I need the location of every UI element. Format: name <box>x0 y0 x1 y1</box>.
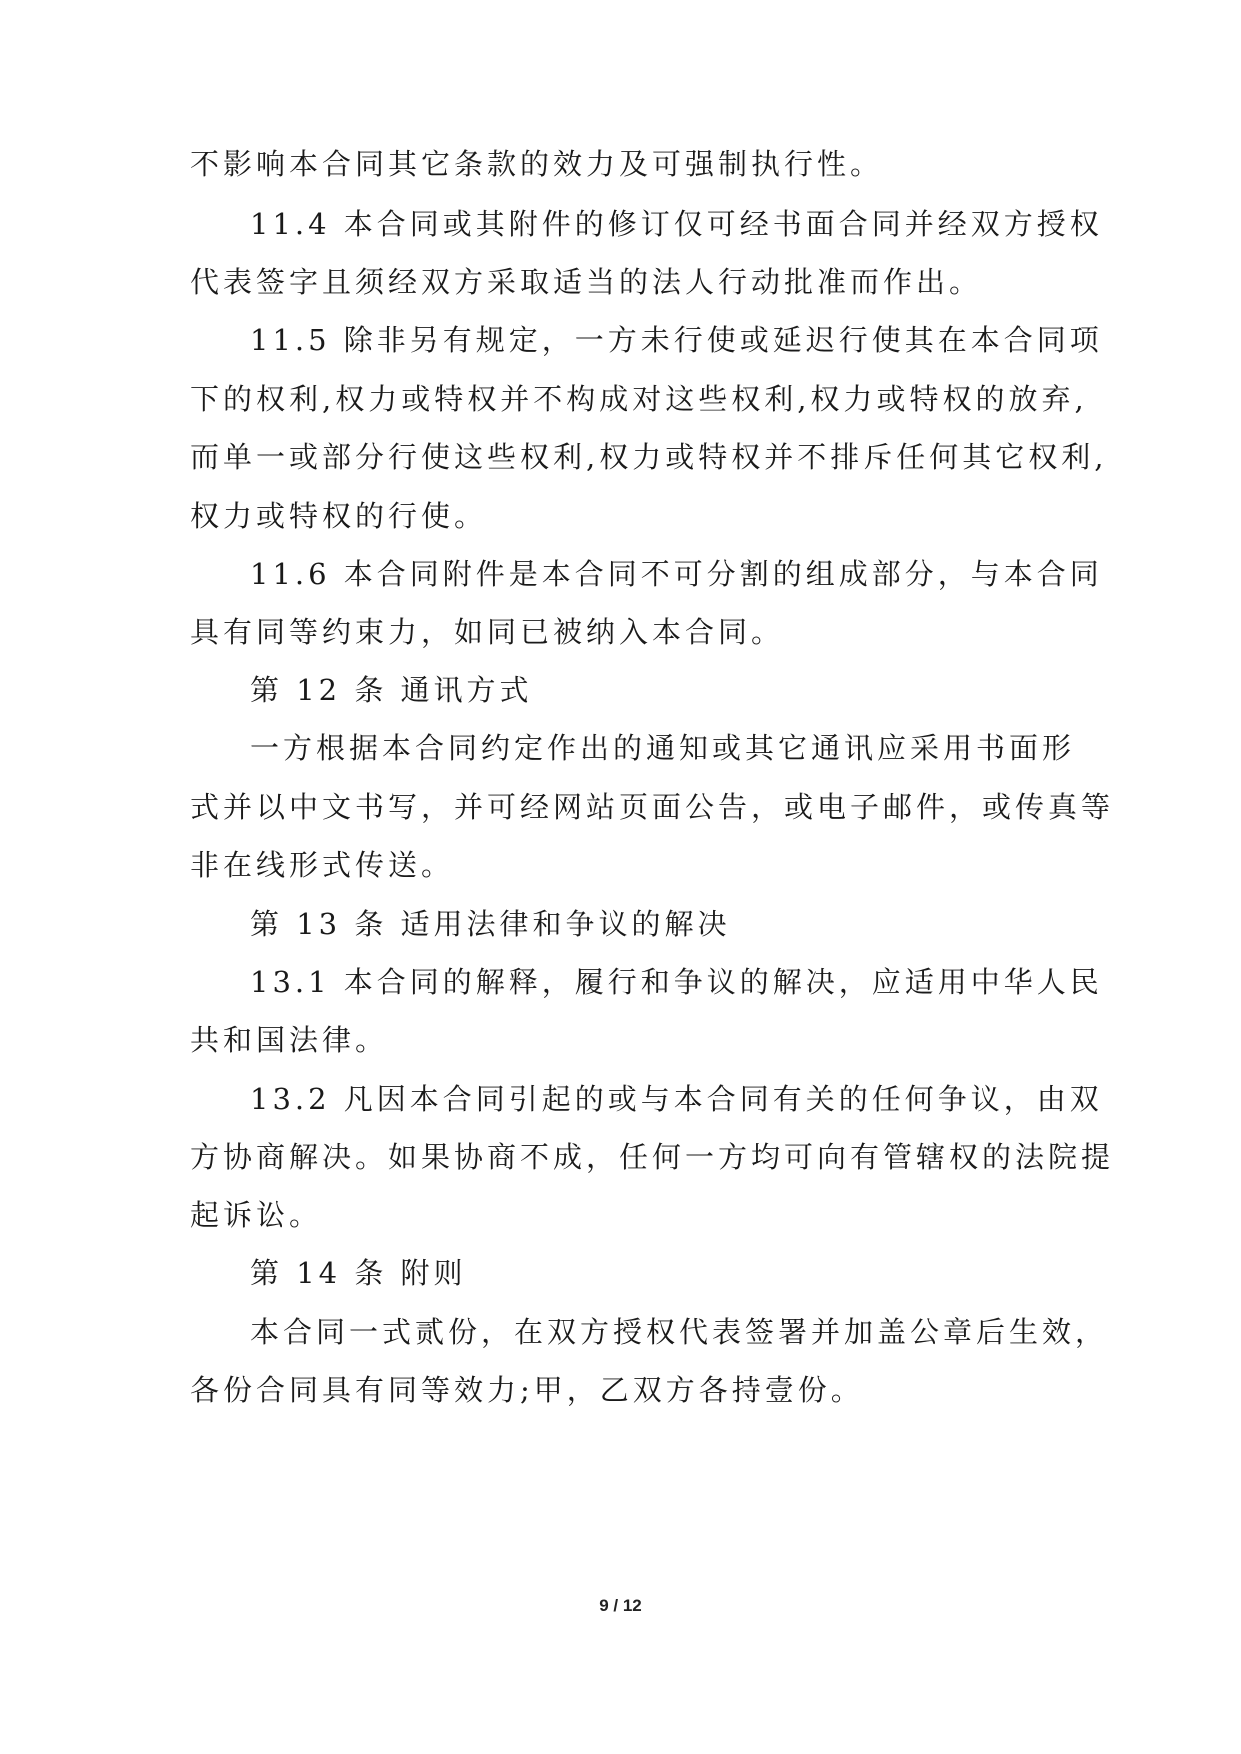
text-line: 权力或特权的行使。 <box>190 499 488 533</box>
text-line: 起诉讼。 <box>190 1198 323 1232</box>
text-line: 共和国法律。 <box>190 1023 389 1057</box>
article-12-text: 一方根据本合同约定作出的通知或其它通讯应采用书面形 <box>250 731 1076 765</box>
text-line: 各份合同具有同等效力;甲，乙双方各持壹份。 <box>190 1373 864 1407</box>
clause-13-2: 13.2 凡因本合同引起的或与本合同有关的任何争议，由双 <box>250 1082 1103 1116</box>
article-12-heading: 第 12 条 通讯方式 <box>250 673 533 707</box>
text-line: 代表签字且须经双方采取适当的法人行动批准而作出。 <box>190 265 983 299</box>
article-14-text: 本合同一式贰份，在双方授权代表签署并加盖公章后生效， <box>250 1315 1109 1349</box>
text-line: 具有同等约束力，如同已被纳入本合同。 <box>190 615 785 649</box>
page-number: 9 / 12 <box>599 1596 642 1615</box>
article-13-heading: 第 13 条 适用法律和争议的解决 <box>250 907 731 941</box>
text-line: 而单一或部分行使这些权利,权力或特权并不排斥任何其它权利, <box>190 440 1108 474</box>
text-line: 式并以中文书写，并可经网站页面公告，或电子邮件，或传真等 <box>190 790 1115 824</box>
clause-11-4: 11.4 本合同或其附件的修订仅可经书面合同并经双方授权 <box>250 207 1103 241</box>
clause-11-6: 11.6 本合同附件是本合同不可分割的组成部分，与本合同 <box>250 557 1103 591</box>
text-line: 下的权利,权力或特权并不构成对这些权利,权力或特权的放弃, <box>190 382 1088 416</box>
clause-11-5: 11.5 除非另有规定，一方未行使或延迟行使其在本合同项 <box>250 323 1103 357</box>
text-line: 不影响本合同其它条款的效力及可强制执行性。 <box>190 147 884 181</box>
clause-13-1: 13.1 本合同的解释，履行和争议的解决，应适用中华人民 <box>250 965 1103 999</box>
text-line: 方协商解决。如果协商不成，任何一方均可向有管辖权的法院提 <box>190 1140 1115 1174</box>
article-14-heading: 第 14 条 附则 <box>250 1256 467 1290</box>
text-line: 非在线形式传送。 <box>190 848 455 882</box>
